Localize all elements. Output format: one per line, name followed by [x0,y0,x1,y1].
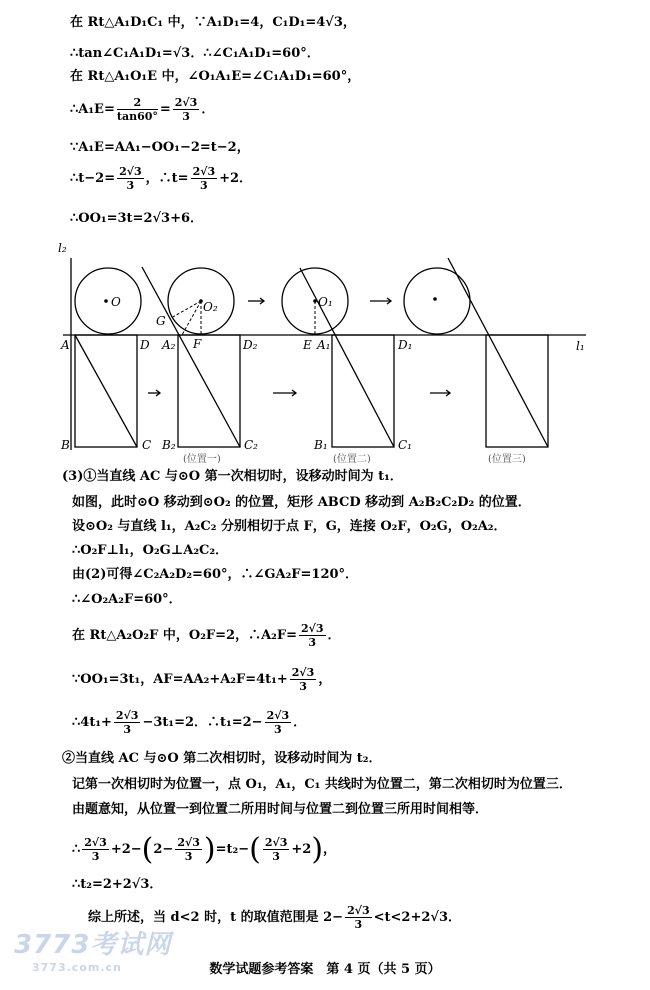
part3-line-14: ∴t₂=2+2√3． [72,877,163,892]
label-b: B [61,438,70,452]
diagonal-a2c2 [142,267,240,447]
part3-line-11: 记第一次相切时为位置一，点 O₁，A₁，C₁ 共线时为位置二，第二次相切时为位置三． [72,777,572,792]
label-d: D [140,338,150,352]
label-b2: B₂ [162,438,176,452]
circle-o [75,268,141,334]
center-o-dot [104,299,108,303]
diagonal-ac [75,335,137,447]
label-position-three: (位置三) [488,454,526,463]
motion-diagram [58,238,598,463]
part3-line-15: 综上所述，当 d<2 时，t 的取值范围是 2− $\frac{2√3}{3}$ <t<2+2√3． [88,904,461,931]
label-a: A [61,338,70,352]
label-c: C [142,438,152,452]
label-l2: l₂ [58,241,67,255]
solution-line-5: ∵A₁E=AA₁−OO₁−2=t−2， [70,140,250,155]
solution-line-3: 在 Rt△A₁O₁E 中，∠O₁A₁E=∠C₁A₁D₁=60°， [70,69,361,84]
solution-line-2: ∴tan∠C₁A₁D₁=√3．∴∠C₁A₁D₁=60°． [70,46,320,61]
segment-o2g [171,301,201,318]
label-d2: D₂ [243,338,258,352]
label-a1: A₁ [317,338,331,352]
solution-line-1: 在 Rt△A₁D₁C₁ 中，∵A₁D₁=4，C₁D₁=4√3， [70,15,356,30]
part3-line-3: 设⊙O₂ 与直线 l₁，A₂C₂ 分别相切于点 F，G，连接 O₂F，O₂G，O₂A₂． [72,519,507,534]
watermark-logo: 3773考试网 3773.com.cn [14,930,172,974]
label-b1: B₁ [314,438,328,452]
part3-line-2: 如图，此时⊙O 移动到⊙O₂ 的位置，矩形 ABCD 移动到 A₂B₂C₂D₂ 的位置． [72,495,531,510]
solution-line-6: ∴t−2= $\frac{2√3}{3}$ ，∴t= $\frac{2√3}{3}$ +2． [70,165,253,192]
diagonal-position-three [448,258,548,447]
label-l1: l₁ [576,339,585,353]
part3-line-7: 在 Rt△A₂O₂F 中，O₂F=2，∴A₂F= $\frac{2√3}{3}$ ． [72,622,341,649]
label-f: F [193,337,202,351]
label-d1: D₁ [398,338,413,352]
label-o2: O₂ [203,300,218,314]
label-c1: C₁ [398,438,412,452]
part3-line-9: ∴4t₁+ $\frac{2√3}{3}$ −3t₁=2．∴t₁=2− $\frac{2√3}{3}$ ． [72,709,307,736]
label-o: O [111,295,121,309]
circle-position-three [404,268,470,334]
label-g: G [156,314,166,328]
part3-line-1: (3)①当直线 AC 与⊙O 第一次相切时，设移动时间为 t₁． [62,469,403,484]
center-o1-dot [313,299,317,303]
part3-line-10: ②当直线 AC 与⊙O 第二次相切时，设移动时间为 t₂． [62,751,382,766]
label-position-two: (位置二) [333,454,371,463]
center-position-three-dot [433,297,437,301]
part3-line-6: ∴∠O₂A₂F=60°． [72,592,182,607]
part3-line-12: 由题意知，从位置一到位置二所用时间与位置二到位置三所用时间相等． [72,802,489,817]
label-c2: C₂ [244,438,258,452]
part3-line-5: 由(2)可得∠C₂A₂D₂=60°，∴∠GA₂F=120°． [72,567,359,582]
label-e: E [303,338,312,352]
label-o1: O₁ [318,295,333,309]
part3-line-8: ∵OO₁=3t₁，AF=AA₂+A₂F=4t₁+ $\frac{2√3}{3}$ ， [72,666,332,693]
page-footer: 数学试题参考答案 第 4 页（共 5 页） [209,962,441,977]
label-position-one: (位置一) [183,454,221,463]
part3-line-13: ∴ $\frac{2√3}{3}$ +2−(2− $\frac{2√3}{3}$ )=t₂−( $\frac{2√3}{3}$ +2)， [72,832,337,867]
solution-line-4: ∴A₁E= $\frac{2}{\tan 60^\circ}$ = $\frac{2√3}{3}$ ． [70,96,215,123]
part3-line-4: ∴O₂F⊥l₁，O₂G⊥A₂C₂． [72,543,229,558]
label-a2: A₂ [162,338,176,352]
solution-line-7: ∴OO₁=3t=2√3+6． [70,211,204,226]
